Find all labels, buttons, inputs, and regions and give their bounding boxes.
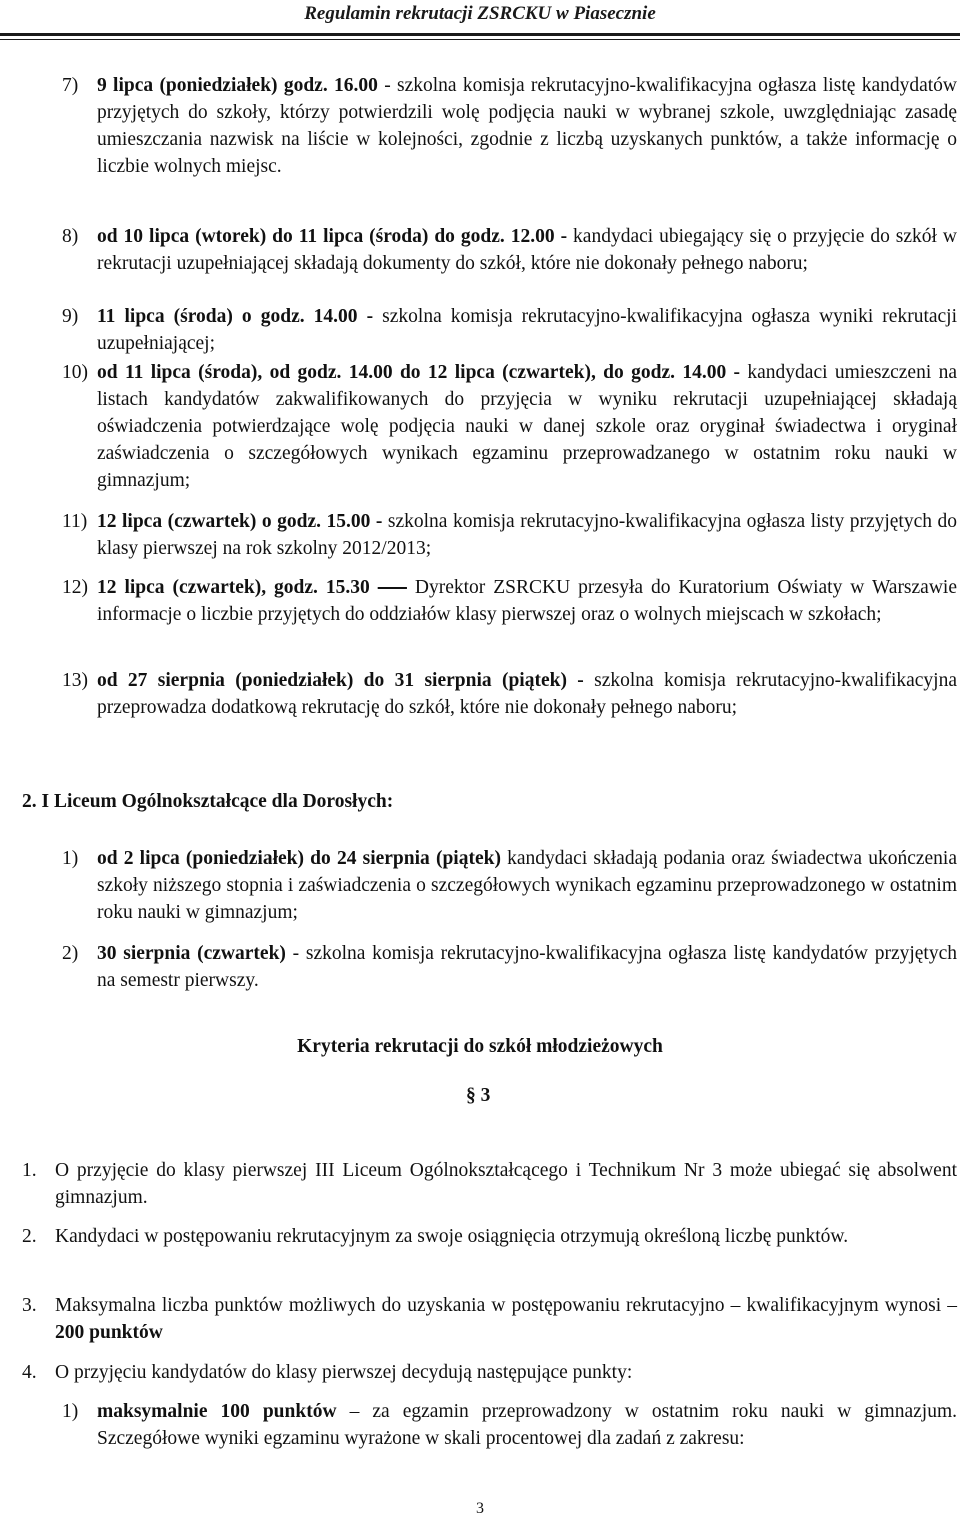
item-text: - szkolna komisja rekrutacyjno-kwalifikacyjna ogłasza listę kandydatów przyjętych na semestr pierwszy. (97, 943, 957, 991)
item-date: od 10 lipca (wtorek) do 11 lipca (środa) do godz. 12.00 - (97, 226, 568, 247)
item-body (97, 940, 957, 994)
item-date: od 27 sierpnia (poniedziałek) do 31 sierpnia (piątek) - (97, 670, 584, 691)
item-text: szkolna komisja rekrutacyjno-kwalifikacyjna ogłasza listy przyjętych do klasy pierwszej na rok szkolny 2012/2013; (97, 511, 957, 559)
item-number: 13) (62, 670, 88, 691)
item-body (97, 845, 957, 926)
header-title: Regulamin rekrutacji ZSRCKU w Piasecznie (304, 3, 656, 24)
point-bold: 200 punktów (55, 1322, 163, 1343)
item-number: 12) (62, 577, 88, 598)
criteria-title: Kryteria rekrutacji do szkół młodzieżowych (297, 1036, 663, 1057)
item-text: ZSRCKU przesyła do Kuratorium Oświaty w Warszawie informacje o liczbie przyjętych do oddziałów klasy pierwszej oraz o wolnych miejscach w szkołach; (97, 577, 957, 625)
item-number: 11) (62, 511, 88, 532)
subpoint-body (97, 1398, 957, 1452)
paragraph-mark: § 3 (466, 1085, 491, 1106)
item-text: kandydaci składają podania oraz świadectwa ukończenia szkoły niższego stopnia i zaświadczenia o szczegółowych wynikach egzaminu przeprowadzonego w ostatnim roku nauki w gimnazjum; (97, 848, 957, 923)
item-number: 1) (62, 848, 79, 869)
item-body (97, 303, 957, 357)
header-rule-thick (0, 33, 960, 36)
item-text: - szkolna komisja rekrutacyjno-kwalifikacyjna ogłasza listę kandydatów przyjętych do szkoły, którzy potwierdzili wolę podjęcia nauki w wybranej szkole, uwzględniając zasadę umieszczania nazwisk na liście w kolejności, zgodnie z liczbą uzyskanych punktów, a także informację o liczbie wolnych miejsc. (97, 75, 958, 177)
point-text: O przyjęciu kandydatów do klasy pierwszej decydują następujące punkty: (55, 1362, 633, 1383)
point-text: O przyjęcie do klasy pierwszej III Liceum Ogólnokształcącego i Technikum Nr 3 może ubiegać się absolwent gimnazjum. (55, 1160, 957, 1208)
item-number: 7) (62, 75, 79, 96)
point-text: Maksymalna liczba punktów możliwych do uzyskania w postępowaniu rekrutacyjno – kwalifikacyjnym wynosi – (55, 1295, 957, 1316)
point-text: Kandydaci w postępowaniu rekrutacyjnym za swoje osiągnięcia otrzymują określoną liczbę punktów. (55, 1226, 849, 1247)
subpoint-bold: maksymalnie 100 punktów (97, 1401, 337, 1422)
section-2-title: 2. I Liceum Ogólnokształcące dla Dorosłych: (22, 791, 394, 812)
item-dash-word: Dyrektor (414, 577, 486, 598)
item-text: szkolna komisja rekrutacyjno-kwalifikacyjna ogłasza wyniki rekrutacji uzupełniającej; (97, 306, 958, 354)
item-number: 8) (62, 226, 79, 247)
item-date: 30 sierpnia (czwartek) (97, 943, 286, 964)
item-date: 11 lipca (środa) o godz. 14.00 - (97, 306, 374, 327)
point-number: 2. (22, 1226, 37, 1247)
point-body (55, 1292, 957, 1346)
item-date: 9 lipca (poniedziałek) godz. 16.00 (97, 75, 378, 96)
item-date: od 11 lipca (środa), od godz. 14.00 do 12 lipca (czwartek), do godz. 14.00 - (97, 362, 741, 383)
point-number: 4. (22, 1362, 37, 1383)
item-body (97, 72, 957, 180)
item-body (97, 574, 957, 628)
subpoint-text: – za egzamin przeprowadzony w ostatnim roku nauki w gimnazjum. Szczegółowe wyniki egzaminu wyrażone w skali procentowej dla zadań z zakresu: (97, 1401, 957, 1449)
item-date: od 2 lipca (poniedziałek) do 24 sierpnia (piątek) (97, 848, 501, 869)
item-number: 2) (62, 943, 79, 964)
header-rule-thin (0, 39, 960, 40)
strike-dash (378, 577, 407, 598)
item-number: 9) (62, 306, 79, 327)
item-date: 12 lipca (czwartek), godz. 15.30 (97, 577, 370, 598)
page-number: 3 (476, 1500, 484, 1517)
subpoint-number: 1) (62, 1401, 79, 1422)
item-body (97, 508, 957, 562)
item-body (97, 359, 957, 494)
point-number: 1. (22, 1160, 37, 1181)
item-text: kandydaci umieszczeni na listach kandydatów zakwalifikowanych do przyjęcia w wyniku rekrutacji uzupełniającej składają oświadczenia potwierdzające wolę podjęcia nauki w danej szkole oraz oryginał świadectwa i oryginał zaświadczenia o szczegółowych wynikach egzaminu przeprowadzanego w ostatnim roku nauki w gimnazjum; (97, 362, 957, 491)
item-number: 10) (62, 362, 88, 383)
item-text: szkolna komisja rekrutacyjno-kwalifikacyjna przeprowadza dodatkową rekrutację do szkół, które nie dokonały pełnego naboru; (97, 670, 957, 718)
item-text: kandydaci ubiegający się o przyjęcie do szkół w rekrutacji uzupełniającej składają dokumenty do szkół, które nie dokonały pełnego naboru; (97, 226, 957, 274)
item-date: 12 lipca (czwartek) o godz. 15.00 - (97, 511, 383, 532)
point-number: 3. (22, 1295, 37, 1316)
item-body (97, 223, 957, 277)
item-body (97, 667, 957, 721)
page-header (0, 0, 960, 40)
